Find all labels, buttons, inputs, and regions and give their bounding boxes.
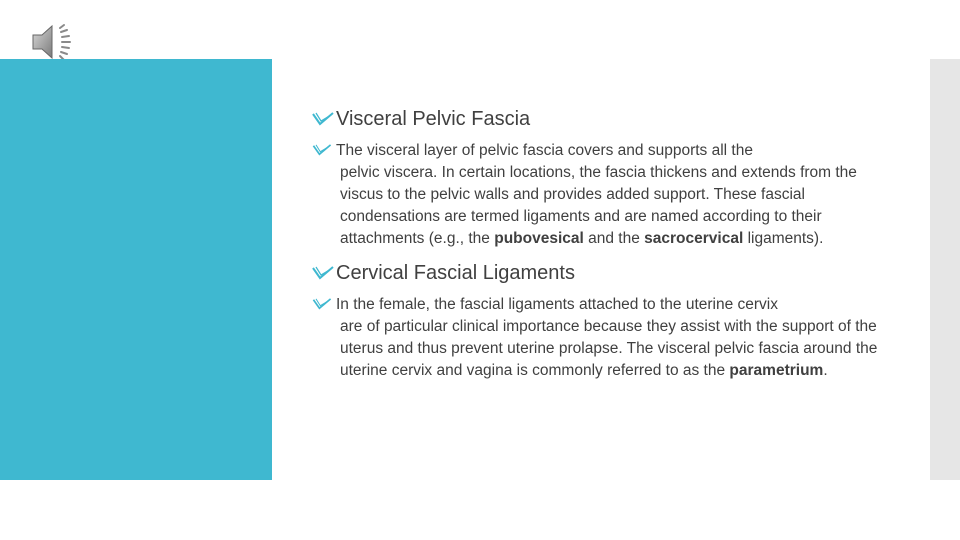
paragraph-connector: and the — [583, 230, 645, 247]
paragraph-end: ligaments). — [743, 230, 824, 247]
term-sacrocervical: sacrocervical — [644, 230, 744, 247]
paragraph-lead: In the female, the fascial ligaments attached to the uterine cervix — [336, 296, 778, 313]
accent-panel — [0, 59, 272, 480]
heading-text: Cervical Fascial Ligaments — [336, 262, 575, 284]
paragraph-visceral-fascia — [312, 140, 882, 250]
heading-cervical-fascial-ligaments — [312, 260, 882, 286]
heading-text: Visceral Pelvic Fascia — [336, 108, 531, 130]
checkmark-bullet-icon — [312, 260, 336, 280]
checkmark-bullet-icon — [312, 140, 336, 156]
checkmark-bullet-icon — [312, 294, 336, 310]
term-pubovesical: pubovesical — [494, 230, 584, 247]
speaker-icon[interactable] — [30, 20, 78, 64]
paragraph-lead: The visceral layer of pelvic fascia covers and supports all the — [336, 142, 753, 159]
paragraph-text — [336, 294, 882, 382]
slide-content — [312, 106, 882, 392]
paragraph-text — [336, 140, 882, 250]
heading-visceral-pelvic-fascia — [312, 106, 882, 132]
term-parametrium: parametrium — [729, 362, 824, 379]
paragraph-body: are of particular clinical importance because they assist with the support of the uterus and thus prevent uterine prolapse. The visceral pelvic fascia around the uterine cervix and vagina is commonly referred to as the — [340, 318, 878, 379]
paragraph-cervical-ligaments — [312, 294, 882, 382]
paragraph-body: pelvic viscera. In certain locations, the fascia thickens and extends from the viscus to the pelvic walls and provides added support. These fascial condensations are termed ligaments and are named according to their attachments (e.g., the — [340, 164, 857, 247]
checkmark-bullet-icon — [312, 106, 336, 126]
side-bar — [930, 59, 960, 480]
paragraph-end: . — [823, 362, 828, 379]
